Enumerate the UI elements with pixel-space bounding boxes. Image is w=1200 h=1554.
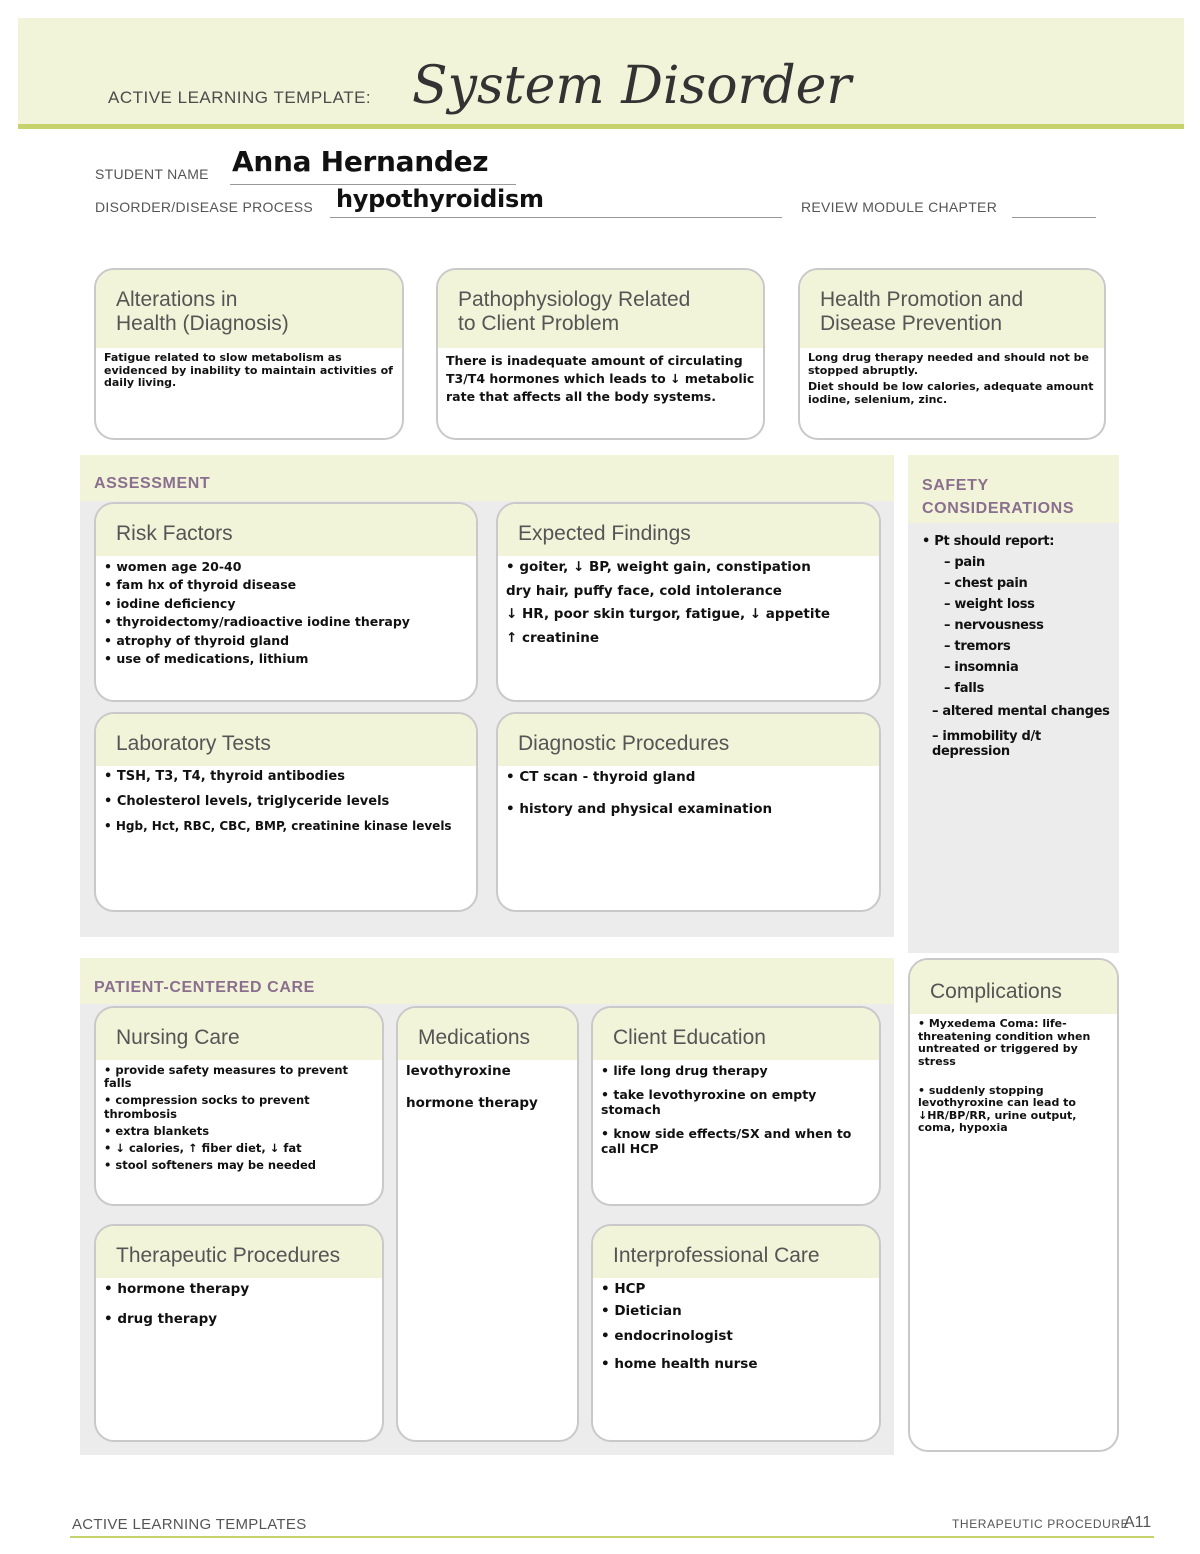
complications-box	[908, 958, 1119, 1452]
disorder-label: DISORDER/DISEASE PROCESS	[95, 199, 314, 215]
medications-box	[396, 1006, 579, 1442]
health-promotion-header	[800, 270, 1104, 348]
footer-page-number: A11	[1124, 1514, 1152, 1531]
medication-item: hormone therapy	[406, 1094, 538, 1111]
therapeutic-procedure-item: • drug therapy	[104, 1310, 218, 1327]
safety-item: – chest pain	[944, 576, 1028, 591]
pathophysiology-header	[438, 270, 763, 348]
client-education-item: • know side effects/SX and when to call HCP	[601, 1126, 852, 1156]
complication-item: • Myxedema Coma: life-threatening condition when untreated or triggered by stress	[918, 1017, 1091, 1068]
template-label: ACTIVE LEARNING TEMPLATE:	[108, 88, 372, 107]
footer-rule	[70, 1536, 1154, 1538]
template-title: System Disorder	[412, 56, 852, 116]
complications-title: Complications	[910, 960, 1117, 1014]
interprofessional-care-title: Interprofessional Care	[593, 1226, 879, 1278]
diagnostic-item: • history and physical examination	[506, 800, 773, 817]
header-rule	[18, 124, 1184, 129]
pathophysiology-title-1: Pathophysiology Related	[458, 288, 691, 311]
review-module-field[interactable]	[1012, 195, 1096, 218]
review-module-label: REVIEW MODULE CHAPTER	[801, 199, 998, 215]
expected-finding-item: ↓ HR, poor skin turgor, fatigue, ↓ appetite	[506, 606, 831, 623]
nursing-care-title: Nursing Care	[96, 1008, 382, 1060]
nursing-care-item: • stool softeners may be needed	[104, 1158, 316, 1173]
expected-finding-item: dry hair, puffy face, cold intolerance	[506, 582, 782, 599]
risk-factor-item: • iodine deficiency	[104, 595, 236, 611]
risk-factor-item: • thyroidectomy/radioactive iodine therapy	[104, 614, 410, 630]
medications-title: Medications	[398, 1008, 577, 1060]
nursing-care-item: • extra blankets	[104, 1123, 210, 1138]
therapeutic-procedure-item: • hormone therapy	[104, 1281, 250, 1297]
expected-finding-item: • goiter, ↓ BP, weight gain, constipation	[506, 559, 811, 575]
safety-item: – tremors	[944, 639, 1011, 654]
alterations-title-2: Health (Diagnosis)	[116, 312, 289, 335]
disorder-value: hypothyroidism	[336, 185, 544, 213]
safety-label	[922, 474, 1074, 520]
health-promotion-text-1: Long drug therapy needed and should not be stopped abruptly.	[808, 351, 1090, 377]
health-promotion-box	[798, 268, 1106, 440]
therapeutic-procedures-title: Therapeutic Procedures	[96, 1226, 382, 1278]
interprofessional-item: • Dietician	[601, 1302, 682, 1319]
footer-right: THERAPEUTIC PROCEDURE	[952, 1517, 1130, 1531]
safety-item: – weight loss	[944, 597, 1035, 612]
risk-factor-item: • atrophy of thyroid gland	[104, 632, 290, 648]
interprofessional-care-box	[591, 1224, 881, 1442]
safety-item: – falls	[944, 681, 985, 696]
safety-item: • Pt should report:	[922, 534, 1055, 549]
lab-test-item: • Cholesterol levels, triglyceride levels	[104, 793, 390, 809]
health-promotion-text-2: Diet should be low calories, adequate amount iodine, selenium, zinc.	[808, 380, 1094, 406]
safety-label-1: SAFETY	[922, 477, 989, 494]
risk-factors-title: Risk Factors	[96, 504, 476, 556]
interprofessional-item: • HCP	[601, 1281, 646, 1297]
diagnostic-procedures-box	[496, 712, 881, 912]
expected-finding-item: ↑ creatinine	[506, 629, 600, 646]
laboratory-tests-box	[94, 712, 478, 912]
pathophysiology-box	[436, 268, 765, 440]
pathophysiology-text: There is inadequate amount of circulating T3/T4 hormones which leads to ↓ metabolic rate that affects all the body systems.	[446, 353, 755, 405]
therapeutic-procedures-box	[94, 1224, 384, 1442]
safety-item: – pain	[944, 555, 986, 570]
diagnostic-procedures-title: Diagnostic Procedures	[498, 714, 879, 766]
safety-item: – altered mental changes	[932, 704, 1110, 719]
safety-item: – immobility d/t depression	[932, 729, 1041, 759]
client-education-box	[591, 1006, 881, 1206]
risk-factor-item: • use of medications, lithium	[104, 650, 309, 666]
laboratory-tests-title: Laboratory Tests	[96, 714, 476, 766]
patient-centered-care-label: PATIENT-CENTERED CARE	[94, 979, 315, 996]
pathophysiology-title-2: to Client Problem	[458, 312, 620, 335]
expected-findings-box	[496, 502, 881, 702]
alterations-title-1: Alterations in	[116, 288, 238, 311]
risk-factor-item: • fam hx of thyroid disease	[104, 577, 297, 593]
health-promotion-title-2: Disease Prevention	[820, 312, 1003, 335]
alterations-box	[94, 268, 404, 440]
alterations-text: Fatigue related to slow metabolism as evidenced by inability to maintain activities of daily living.	[104, 351, 393, 390]
diagnostic-item: • CT scan - thyroid gland	[506, 769, 696, 785]
medication-item: levothyroxine	[406, 1063, 511, 1079]
safety-list	[922, 534, 1114, 759]
safety-label-2: CONSIDERATIONS	[922, 500, 1075, 517]
nursing-care-item: • provide safety measures to prevent falls	[104, 1063, 349, 1091]
client-education-title: Client Education	[593, 1008, 879, 1060]
client-education-item: • take levothyroxine on empty stomach	[601, 1087, 817, 1117]
nursing-care-box	[94, 1006, 384, 1206]
client-education-item: • life long drug therapy	[601, 1063, 768, 1078]
complication-item: • suddenly stopping levothyroxine can lead to ↓HR/BP/RR, urine output, coma, hypoxia	[918, 1083, 1077, 1135]
expected-findings-title: Expected Findings	[498, 504, 879, 556]
student-name-label: STUDENT NAME	[95, 166, 209, 182]
interprofessional-item: • home health nurse	[601, 1355, 758, 1372]
assessment-label: ASSESSMENT	[94, 475, 211, 492]
nursing-care-item: • ↓ calories, ↑ fiber diet, ↓ fat	[104, 1141, 302, 1156]
footer-left: ACTIVE LEARNING TEMPLATES	[72, 1516, 307, 1533]
safety-item: – nervousness	[944, 618, 1044, 633]
safety-item: – insomnia	[944, 660, 1019, 675]
risk-factor-item: • women age 20-40	[104, 559, 242, 574]
lab-test-item: • TSH, T3, T4, thyroid antibodies	[104, 769, 345, 784]
risk-factors-box	[94, 502, 478, 702]
health-promotion-title-1: Health Promotion and	[820, 288, 1024, 311]
student-name-value: Anna Hernandez	[232, 145, 489, 178]
lab-test-item: • Hgb, Hct, RBC, CBC, BMP, creatinine kinase levels	[104, 818, 452, 833]
interprofessional-item: • endocrinologist	[601, 1328, 733, 1345]
alterations-header	[96, 270, 402, 348]
nursing-care-item: • compression socks to prevent thrombosis	[104, 1093, 310, 1121]
